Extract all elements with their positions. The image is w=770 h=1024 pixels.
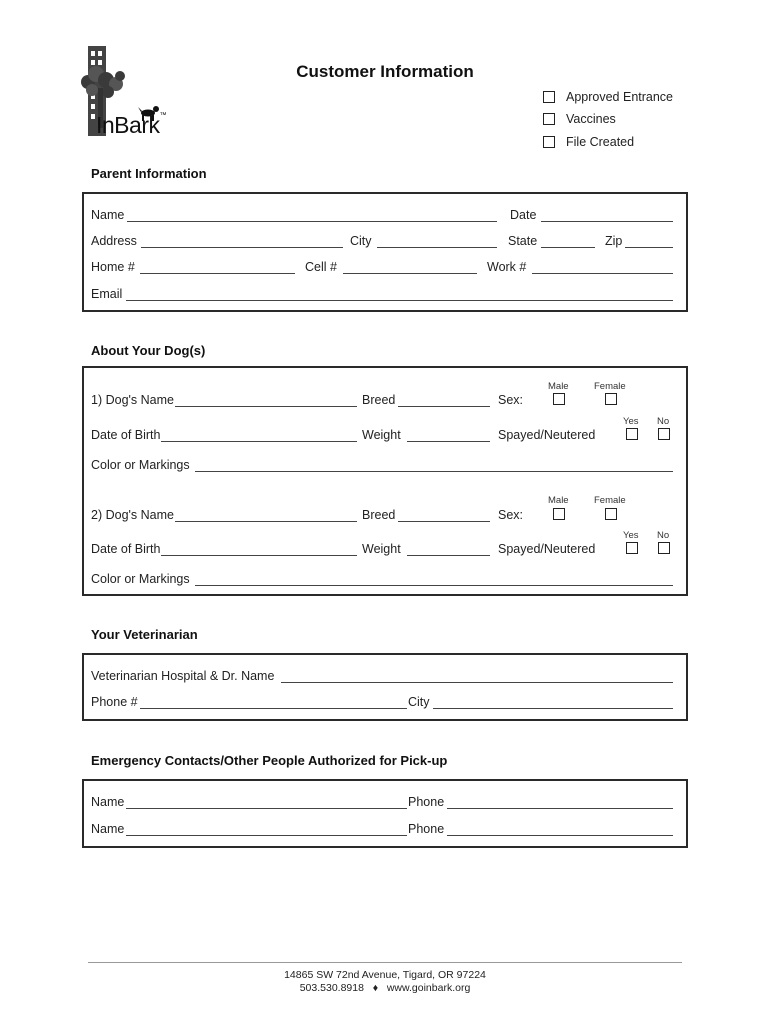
date-label: Date	[510, 208, 537, 222]
footer-divider	[88, 962, 682, 963]
vaccines-checkbox[interactable]: Vaccines	[543, 112, 616, 126]
state-label: State	[508, 234, 538, 248]
footer-phone: 503.530.8918	[299, 982, 364, 994]
dog2-color-line[interactable]	[195, 585, 673, 586]
dog2-breed-line[interactable]	[398, 521, 490, 522]
checkbox-box[interactable]	[543, 136, 555, 148]
dog2-color-label: Color or Markings	[91, 572, 190, 586]
vet-section-title: Your Veterinarian	[91, 627, 198, 642]
dog1-weight-label: Weight	[362, 428, 401, 442]
dog2-dob-label: Date of Birth	[91, 542, 161, 556]
work-phone-line[interactable]	[532, 273, 673, 274]
dog1-male-checkbox[interactable]	[553, 393, 565, 405]
footer-website-link[interactable]: www.goinbark.org	[386, 982, 471, 994]
emergency2-name-label: Name	[91, 822, 125, 836]
dog1-no-label: No	[657, 416, 670, 427]
parent-section-title: Parent Information	[91, 166, 207, 181]
dog1-dob-line[interactable]	[161, 441, 357, 442]
dog1-name-label: 1) Dog's Name	[91, 393, 174, 407]
footer-address: 14865 SW 72nd Avenue, Tigard, OR 97224	[284, 969, 486, 981]
city-label: City	[350, 234, 372, 248]
emergency1-name-label: Name	[91, 795, 125, 809]
work-phone-label: Work #	[487, 260, 527, 274]
approved-entrance-checkbox[interactable]: Approved Entrance	[543, 90, 673, 104]
vet-city-label: City	[408, 695, 430, 709]
emergency2-phone-label: Phone	[408, 822, 445, 836]
dog1-breed-line[interactable]	[398, 406, 490, 407]
emergency2-name-line[interactable]	[126, 835, 407, 836]
dog2-weight-label: Weight	[362, 542, 401, 556]
dog1-name-line[interactable]	[175, 406, 357, 407]
diamond-separator-icon: ♦	[372, 982, 379, 994]
dog2-spayed-yes-checkbox[interactable]	[626, 542, 638, 554]
dog2-sex-label: Sex:	[498, 508, 524, 522]
emergency2-phone-line[interactable]	[447, 835, 673, 836]
address-line[interactable]	[141, 247, 343, 248]
dog1-color-label: Color or Markings	[91, 458, 190, 472]
dog1-spayed-yes-checkbox[interactable]	[626, 428, 638, 440]
vet-hospital-line[interactable]	[281, 682, 673, 683]
city-line[interactable]	[377, 247, 497, 248]
address-label: Address	[91, 234, 137, 248]
dog2-breed-label: Breed	[362, 508, 396, 522]
emergency1-phone-line[interactable]	[447, 808, 673, 809]
dog2-male-checkbox[interactable]	[553, 508, 565, 520]
dog2-name-label: 2) Dog's Name	[91, 508, 174, 522]
dog2-spayed-label: Spayed/Neutered	[498, 542, 596, 556]
zip-label: Zip	[605, 234, 623, 248]
email-line[interactable]	[126, 300, 673, 301]
dog2-no-label: No	[657, 530, 670, 541]
checkbox-box[interactable]	[543, 113, 555, 125]
dog1-weight-line[interactable]	[407, 441, 490, 442]
parent-name-line[interactable]	[127, 221, 497, 222]
dog1-breed-label: Breed	[362, 393, 396, 407]
vet-phone-label: Phone #	[91, 695, 138, 709]
parent-info-panel	[82, 192, 688, 312]
home-phone-line[interactable]	[140, 273, 295, 274]
logo-wordmark: InBark™	[96, 112, 166, 138]
dog1-female-checkbox[interactable]	[605, 393, 617, 405]
vet-panel	[82, 653, 688, 721]
emergency1-phone-label: Phone	[408, 795, 445, 809]
home-phone-label: Home #	[91, 260, 135, 274]
dog1-color-line[interactable]	[195, 471, 673, 472]
date-line[interactable]	[541, 221, 673, 222]
page-title: Customer Information	[296, 62, 474, 81]
dog2-yes-label: Yes	[623, 530, 639, 541]
dog1-dob-label: Date of Birth	[91, 428, 161, 442]
vet-city-line[interactable]	[433, 708, 673, 709]
dog1-sex-label: Sex:	[498, 393, 524, 407]
dog1-female-label: Female	[594, 381, 626, 392]
cell-phone-label: Cell #	[305, 260, 337, 274]
dog1-spayed-no-checkbox[interactable]	[658, 428, 670, 440]
email-label: Email	[91, 287, 123, 301]
parent-name-label: Name	[91, 208, 125, 222]
dog2-weight-line[interactable]	[407, 555, 490, 556]
footer-contact	[0, 982, 770, 995]
dog1-spayed-label: Spayed/Neutered	[498, 428, 596, 442]
dogs-section-title: About Your Dog(s)	[91, 343, 206, 358]
dog2-female-label: Female	[594, 495, 626, 506]
dog2-dob-line[interactable]	[161, 555, 357, 556]
emergency-panel	[82, 779, 688, 848]
checkbox-box[interactable]	[543, 91, 555, 103]
vet-hospital-label: Veterinarian Hospital & Dr. Name	[91, 669, 275, 683]
dog1-yes-label: Yes	[623, 416, 639, 427]
emergency-section-title: Emergency Contacts/Other People Authorized for Pick-up	[91, 753, 448, 768]
vet-phone-line[interactable]	[140, 708, 407, 709]
dog1-male-label: Male	[548, 381, 569, 392]
dog2-spayed-no-checkbox[interactable]	[658, 542, 670, 554]
dog2-female-checkbox[interactable]	[605, 508, 617, 520]
emergency1-name-line[interactable]	[126, 808, 407, 809]
dog2-name-line[interactable]	[175, 521, 357, 522]
file-created-checkbox[interactable]: File Created	[543, 135, 634, 149]
zip-line[interactable]	[625, 247, 673, 248]
dog2-male-label: Male	[548, 495, 569, 506]
state-line[interactable]	[541, 247, 595, 248]
cell-phone-line[interactable]	[343, 273, 477, 274]
